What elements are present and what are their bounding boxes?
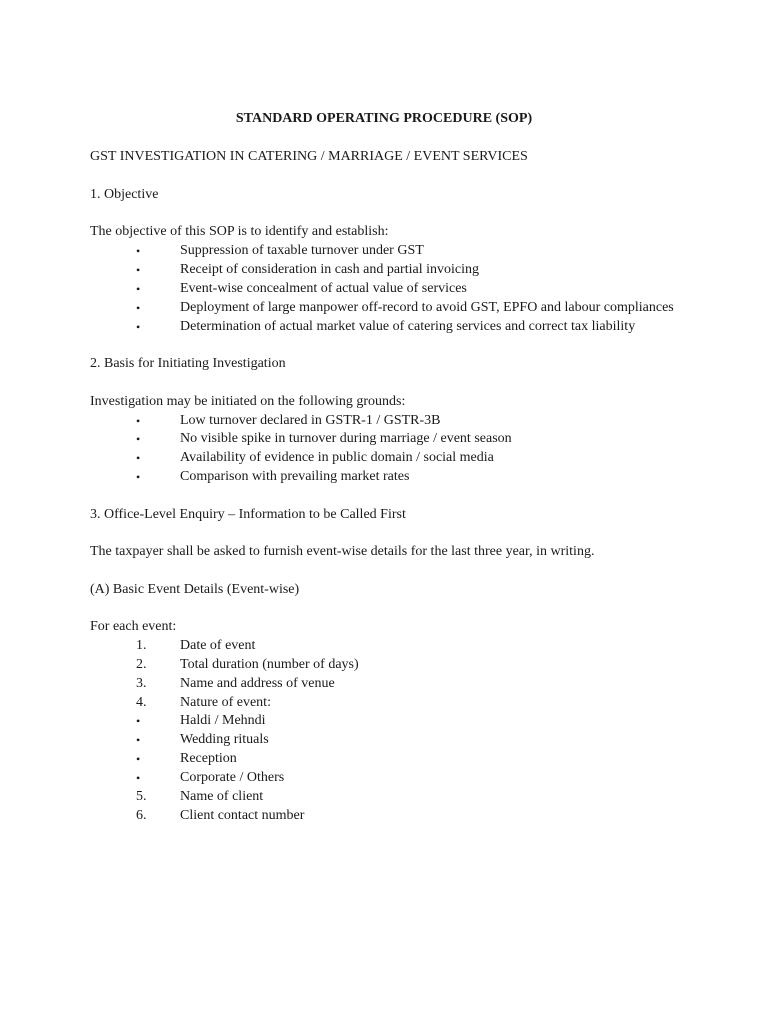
list-item-text: Name of client xyxy=(180,789,264,804)
bullet-marker: • xyxy=(136,301,141,315)
bullet-marker: • xyxy=(136,771,141,785)
list-marker: 2. xyxy=(136,657,147,672)
list-item-text: Availability of evidence in public domain / social media xyxy=(180,450,494,465)
bullet-marker: • xyxy=(136,244,141,258)
bullet-marker: • xyxy=(136,282,141,296)
bullet-marker: • xyxy=(136,733,141,747)
bullet-marker: • xyxy=(136,714,141,728)
list-item xyxy=(0,769,768,787)
list-item xyxy=(0,468,768,486)
list-marker: 6. xyxy=(136,808,147,823)
list-item xyxy=(0,807,768,825)
bullet-marker: • xyxy=(136,752,141,766)
document-title: STANDARD OPERATING PROCEDURE (SOP) xyxy=(235,111,533,126)
bullet-marker: • xyxy=(136,263,141,277)
bullet-marker: • xyxy=(136,451,141,465)
list-item xyxy=(0,750,768,768)
list-item-text: Suppression of taxable turnover under GST xyxy=(180,243,424,258)
list-item xyxy=(0,299,768,317)
bullet-marker: • xyxy=(136,414,141,428)
list-item-text: Name and address of venue xyxy=(180,676,335,691)
list-item xyxy=(0,280,768,298)
enquiry-intro: The taxpayer shall be asked to furnish event-wise details for the last three year, in writing. xyxy=(90,544,595,559)
list-marker: 3. xyxy=(136,676,147,691)
list-item xyxy=(0,656,768,674)
enquiry-lead: For each event: xyxy=(90,619,177,634)
list-item-text: Low turnover declared in GSTR-1 / GSTR-3B xyxy=(180,413,441,428)
section-heading-basis: 2. Basis for Initiating Investigation xyxy=(90,356,286,371)
list-marker: 4. xyxy=(136,695,147,710)
list-item xyxy=(0,731,768,749)
bullet-marker: • xyxy=(136,432,141,446)
list-item-text: Receipt of consideration in cash and partial invoicing xyxy=(180,262,479,277)
list-item-text: Client contact number xyxy=(180,808,305,823)
section-heading-objective: 1. Objective xyxy=(90,187,159,202)
list-item-text: Corporate / Others xyxy=(180,770,285,785)
list-item xyxy=(0,449,768,467)
list-item-text: Reception xyxy=(180,751,237,766)
list-item xyxy=(0,712,768,730)
list-item-text: Haldi / Mehndi xyxy=(180,713,266,728)
bullet-marker: • xyxy=(136,470,141,484)
list-marker: 1. xyxy=(136,638,147,653)
list-item-text: Nature of event: xyxy=(180,695,271,710)
enquiry-subheading: (A) Basic Event Details (Event-wise) xyxy=(90,582,300,597)
list-item-text: Determination of actual market value of catering services and correct tax liability xyxy=(180,319,636,334)
list-item xyxy=(0,318,768,336)
document-subtitle: GST INVESTIGATION IN CATERING / MARRIAGE / EVENT SERVICES xyxy=(90,149,528,164)
list-item-text: Event-wise concealment of actual value of services xyxy=(180,281,467,296)
list-item-text: Comparison with prevailing market rates xyxy=(180,469,410,484)
bullet-marker: • xyxy=(136,320,141,334)
list-item-text: Date of event xyxy=(180,638,256,653)
list-marker: 5. xyxy=(136,789,147,804)
list-item xyxy=(0,412,768,430)
list-item xyxy=(0,675,768,693)
list-item xyxy=(0,430,768,448)
list-item xyxy=(0,788,768,806)
list-item-text: Wedding rituals xyxy=(180,732,269,747)
list-item-text: No visible spike in turnover during marriage / event season xyxy=(180,431,512,446)
list-item-text: Total duration (number of days) xyxy=(180,657,359,672)
list-item xyxy=(0,261,768,279)
basis-intro: Investigation may be initiated on the following grounds: xyxy=(90,394,406,409)
section-heading-enquiry: 3. Office-Level Enquiry – Information to be Called First xyxy=(90,507,406,522)
list-item xyxy=(0,242,768,260)
list-item xyxy=(0,637,768,655)
objective-intro: The objective of this SOP is to identify and establish: xyxy=(90,224,389,239)
list-item-text: Deployment of large manpower off-record to avoid GST, EPFO and labour compliances xyxy=(180,300,674,315)
list-item xyxy=(0,694,768,712)
